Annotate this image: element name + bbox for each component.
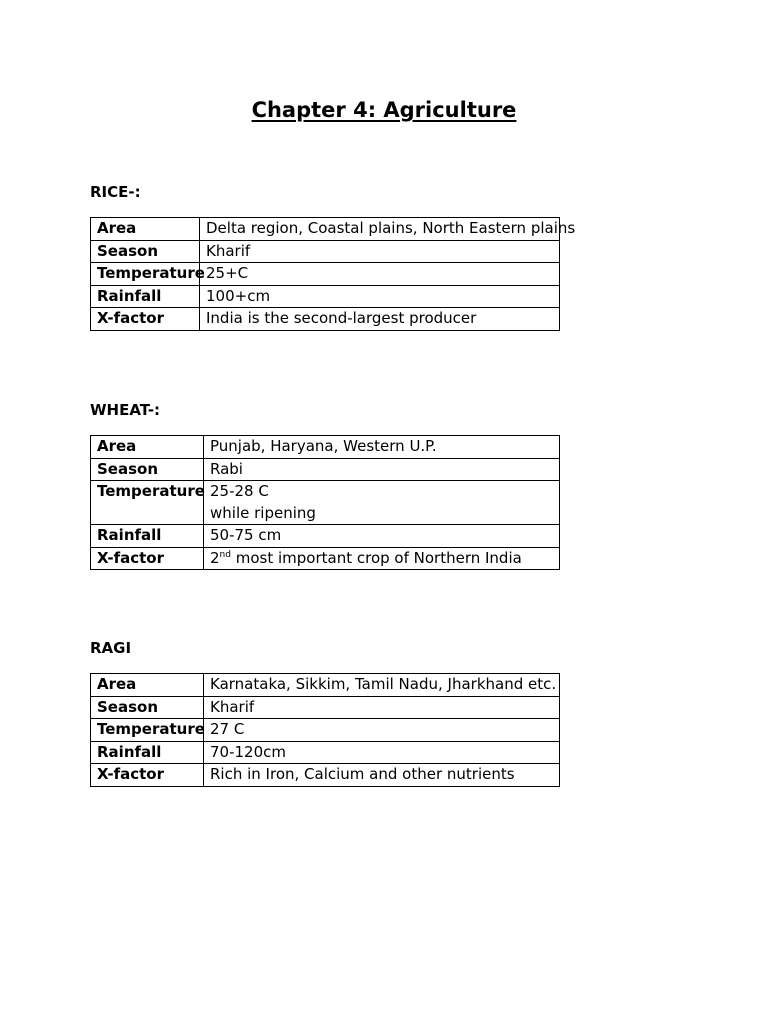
table-row xyxy=(91,240,560,263)
temperature-label: Temperature xyxy=(91,719,204,742)
temperature-value: 27 C xyxy=(204,719,560,742)
area-label: Area xyxy=(91,674,204,697)
area-value: Karnataka, Sikkim, Tamil Nadu, Jharkhand etc. xyxy=(204,674,560,697)
table-row xyxy=(91,218,560,241)
xfactor-label: X-factor xyxy=(91,547,204,570)
table-row xyxy=(91,741,560,764)
xfactor-value: Rich in Iron, Calcium and other nutrients xyxy=(204,764,560,787)
area-label: Area xyxy=(91,436,204,459)
wheat-section xyxy=(90,400,560,570)
area-label: Area xyxy=(91,218,200,241)
xfactor-value-superscript: nd xyxy=(219,549,231,560)
season-label: Season xyxy=(91,458,204,481)
season-label: Season xyxy=(91,696,204,719)
area-value: Delta region, Coastal plains, North Eastern plains xyxy=(200,218,560,241)
temperature-value-line1: 25-28 C xyxy=(210,482,269,500)
rice-heading: RICE-: xyxy=(90,183,141,201)
wheat-heading: WHEAT-: xyxy=(90,401,161,419)
wheat-table xyxy=(90,435,560,570)
rice-table xyxy=(90,217,576,331)
page-title: Chapter 4: Agriculture xyxy=(251,98,517,122)
table-row xyxy=(91,458,560,481)
temperature-label: Temperature xyxy=(91,481,204,525)
table-row xyxy=(91,547,560,570)
season-value: Kharif xyxy=(200,240,560,263)
table-row xyxy=(91,764,560,787)
table-row xyxy=(91,308,560,331)
temperature-value: 25+C xyxy=(200,263,560,286)
table-row xyxy=(91,674,560,697)
table-row xyxy=(91,263,560,286)
rainfall-label: Rainfall xyxy=(91,741,204,764)
table-row xyxy=(91,285,560,308)
ragi-heading: RAGI xyxy=(90,639,132,657)
xfactor-label: X-factor xyxy=(91,764,204,787)
rainfall-value: 50-75 cm xyxy=(204,525,560,548)
table-row xyxy=(91,719,560,742)
xfactor-value-prefix: 2 xyxy=(210,548,220,567)
season-value: Rabi xyxy=(204,458,560,481)
ragi-table xyxy=(90,673,560,787)
table-row xyxy=(91,436,560,459)
season-label: Season xyxy=(91,240,200,263)
rainfall-value: 70-120cm xyxy=(204,741,560,764)
rainfall-value: 100+cm xyxy=(200,285,560,308)
area-value: Punjab, Haryana, Western U.P. xyxy=(204,436,560,459)
temperature-value-line2: while ripening xyxy=(210,503,316,522)
xfactor-value: India is the second-largest producer xyxy=(200,308,560,331)
rainfall-label: Rainfall xyxy=(91,285,200,308)
table-row xyxy=(91,525,560,548)
xfactor-label: X-factor xyxy=(91,308,200,331)
xfactor-value-rest: most important crop of Northern India xyxy=(230,548,522,567)
table-row xyxy=(91,481,560,525)
table-row xyxy=(91,696,560,719)
rice-section xyxy=(90,182,576,331)
ragi-section xyxy=(90,638,560,787)
season-value: Kharif xyxy=(204,696,560,719)
rainfall-label: Rainfall xyxy=(91,525,204,548)
temperature-label: Temperature xyxy=(91,263,200,286)
temperature-value xyxy=(204,481,560,525)
xfactor-value xyxy=(204,547,560,570)
